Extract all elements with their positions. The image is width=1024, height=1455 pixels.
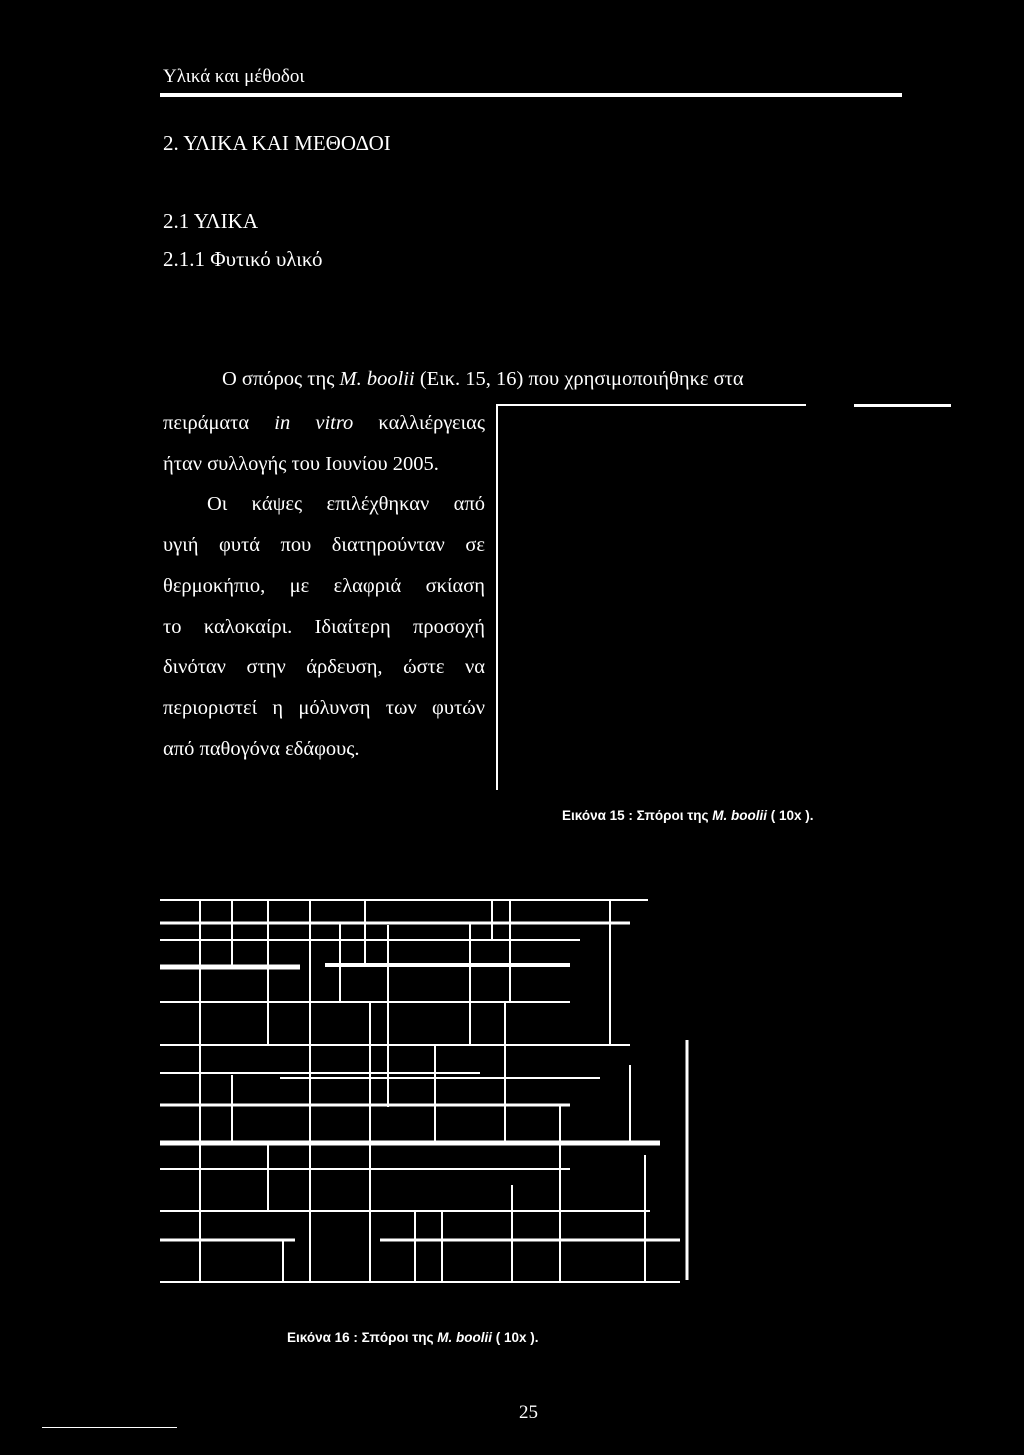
species-name: M. boolii xyxy=(339,368,415,390)
paragraph-first-line xyxy=(222,368,902,391)
text-run: (Εικ. 15, 16) που χρησιμοποιήθηκε στα xyxy=(414,368,744,390)
paragraph-line: περιοριστεί η μόλυνση των φυτών xyxy=(163,696,485,719)
paragraph-line: το καλοκαίρι. Ιδιαίτερη προσοχή xyxy=(163,615,485,638)
paragraph-line: ήταν συλλογής του Ιουνίου 2005. xyxy=(163,452,439,475)
header-rule xyxy=(160,93,902,97)
paragraph-line xyxy=(163,403,485,444)
figure-frame-edge xyxy=(854,404,951,407)
paragraph-body xyxy=(163,403,485,769)
paragraph-line: από παθογόνα εδάφους. xyxy=(163,737,360,760)
caption-text: Εικόνα 15 : Σπόροι της xyxy=(562,808,713,823)
caption-text: ( 10x ). xyxy=(767,808,814,823)
paragraph-line: δινόταν στην άρδευση, ώστε να xyxy=(163,656,485,679)
text-run: Ο σπόρος της xyxy=(222,368,340,390)
caption-species: M. boolii xyxy=(712,808,767,823)
subsection-heading: 2.1.1 Φυτικό υλικό xyxy=(163,247,323,271)
italic-term: in vitro xyxy=(274,412,354,434)
text-run: πειράματα xyxy=(163,412,275,434)
paragraph-line: Οι κάψες επιλέχθηκαν από xyxy=(207,493,485,516)
figure-16-caption xyxy=(287,1330,539,1345)
caption-text: Εικόνα 16 : Σπόροι της xyxy=(287,1330,438,1345)
caption-species: M. boolii xyxy=(437,1330,492,1345)
chapter-heading: 2. ΥΛΙΚΑ ΚΑΙ ΜΕΘΟΔΟΙ xyxy=(163,131,391,155)
caption-text: ( 10x ). xyxy=(492,1330,539,1345)
figure-15-image xyxy=(496,404,951,790)
page-number: 25 xyxy=(519,1402,538,1423)
section-heading: 2.1 ΥΛΙΚΑ xyxy=(163,209,258,233)
paragraph-line: υγιή φυτά που διατηρούνταν σε xyxy=(163,534,485,557)
footnote-rule xyxy=(42,1427,177,1428)
figure-16-image xyxy=(160,885,695,1285)
paragraph-line: θερμοκήπιο, με ελαφριά σκίαση xyxy=(163,574,485,597)
figure-15-caption xyxy=(562,808,814,823)
seed-grid-image xyxy=(160,885,695,1285)
figure-frame-edge xyxy=(496,404,498,790)
text-run: καλλιέργειας xyxy=(353,412,485,434)
running-header: Υλικά και μέθοδοι xyxy=(163,66,305,87)
figure-frame-edge xyxy=(496,404,806,406)
